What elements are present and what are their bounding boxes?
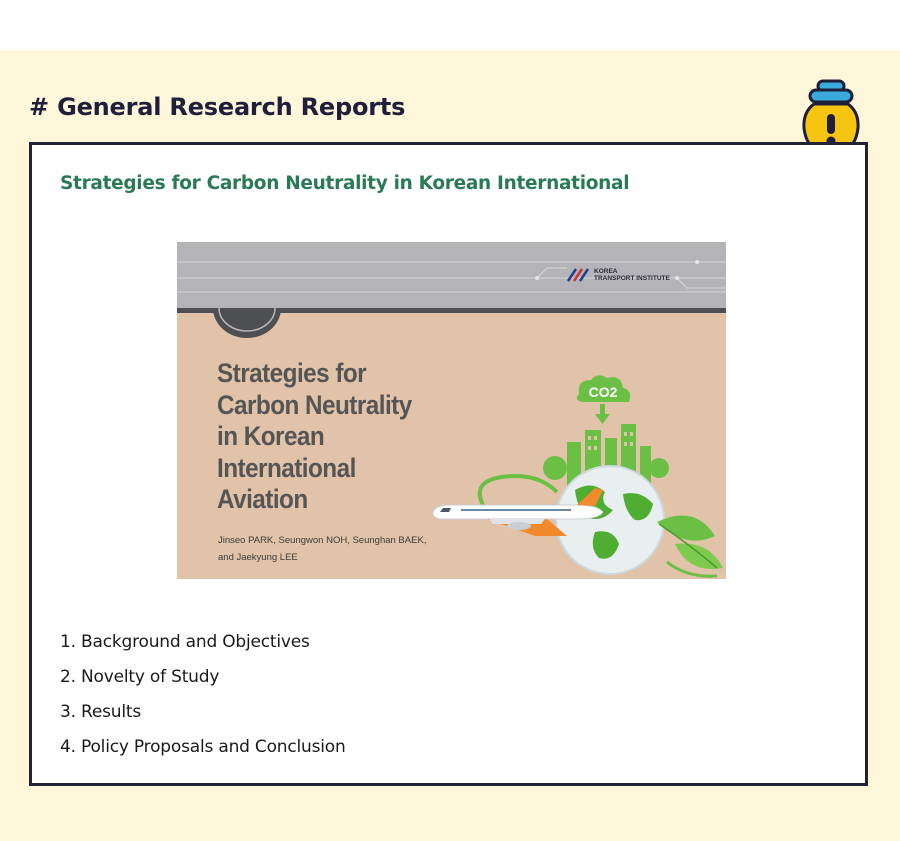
table-of-contents: [60, 629, 346, 769]
toc-item-results[interactable]: 3. Results: [60, 702, 142, 722]
report-cover-image[interactable]: [177, 242, 726, 579]
institute-name: KOREA TRANSPORT INSTITUTE: [594, 268, 670, 282]
cover-heading: Strategies for Carbon Neutrality in Korean International Aviation: [217, 358, 412, 514]
co2-cloud-icon: [577, 375, 630, 424]
toc-item-policy[interactable]: 4. Policy Proposals and Conclusion: [60, 737, 346, 757]
cover-emblem-arc: [211, 308, 283, 338]
section-title: # General Research Reports: [29, 93, 406, 121]
report-title[interactable]: Strategies for Carbon Neutrality in Korean International: [60, 173, 630, 194]
eco-globe-airplane-illustration: [427, 372, 726, 579]
report-card: [29, 142, 868, 786]
cover-authors: Jinseo PARK, Seungwon NOH, Seunghan BAEK, and Jaekyung LEE: [218, 535, 427, 563]
kti-logo-icon: [566, 268, 590, 282]
toc-item-background[interactable]: 1. Background and Objectives: [60, 632, 310, 652]
co2-label: CO2: [588, 384, 618, 400]
toc-item-novelty[interactable]: 2. Novelty of Study: [60, 667, 220, 687]
institute-logo: [566, 268, 690, 282]
